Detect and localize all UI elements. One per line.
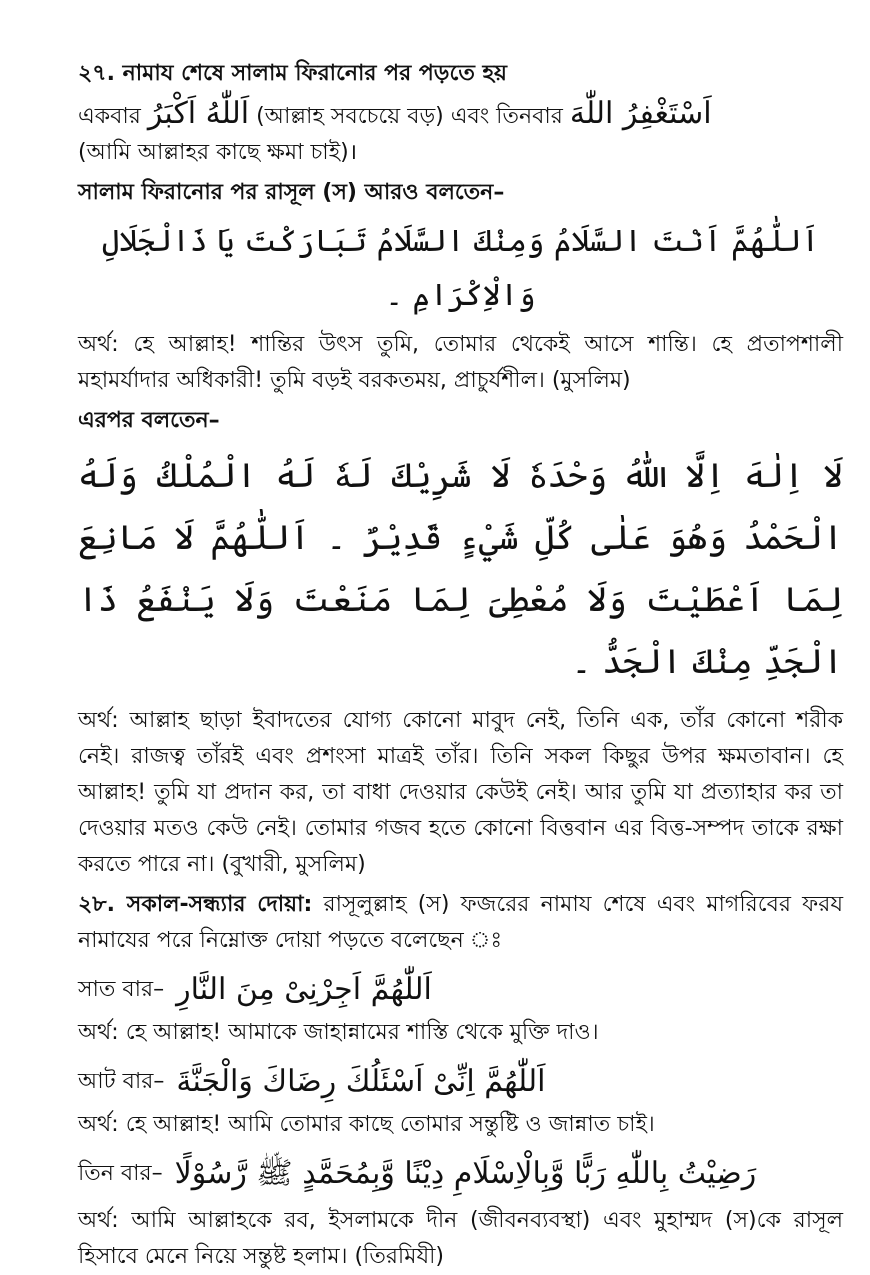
dua-2-arabic: لَا اِلٰهَ اِلَّا اللّٰهُ وَحْدَهٗ لَا شَرِيْكَ لَهٗ لَهُ الْمُلْكُ وَلَهُ الْحَمْدُ وَهُوَ عَلٰى كُلِّ شَيْءٍ قَدِيْرٌ ۔ اَللّٰهُمَّ لَا مَانِعَ لِمَا اَعْطَيْتَ وَلَا مُعْطِىَ لِمَا مَنَعْتَ وَلَا يَنْفَعُ ذَا الْجَدِّ مِنْكَ الْجَدُّ ۔ [78,456,843,682]
dua-eight-times-meaning: অর্থ: হে আল্লাহ! আমি তোমার কাছে তোমার সন্তুষ্টি ও জান্নাত চাই। [78,1112,655,1137]
section-27-heading: ২৭. নামায শেষে সালাম ফিরানোর পর পড়তে হয় [78,61,508,86]
dua-seven-times-arabic: اَللّٰهُمَّ اَجِرْنِىْ مِنَ النَّارِ [176,972,432,1007]
dua-three-times-meaning: অর্থ: আমি আল্লাহকে রব, ইসলামকে দীন (জীবনব্যবস্থা) এবং মুহাম্মদ (স)কে রাসূল হিসাবে মেনে নিয়ে সন্তুষ্ট হলাম। (তিরমিযী) [78,1208,843,1269]
dua-seven-times-row [78,965,843,1015]
after-salam-heading: সালাম ফিরানোর পর রাসূল (স) আরও বলতেন– [78,180,505,205]
dua-1-meaning: অর্থ: হে আল্লাহ! শান্তির উৎস তুমি, তোমার থেকেই আসে শান্তি। হে প্রতাপশালী মহামর্যাদার অধিকারী! তুমি বড়ই বরকতময়, প্রাচুর্যশীল। (মুসলিম) [78,332,843,393]
dua-eight-times-arabic: اَللّٰهُمَّ اِنِّىْ اَسْئَلُكَ رِضَاكَ وَالْجَنَّةَ [176,1064,546,1099]
dua-three-times-row [78,1149,843,1199]
count-label: তিন বার– [78,1161,163,1186]
dua-seven-times-meaning: অর্থ: হে আল্লাহ! আমাকে জাহান্নামের শাস্তি থেকে মুক্তি দাও। [78,1020,599,1045]
section-28-intro [78,887,843,959]
then-heading: এরপর বলতেন– [78,408,220,433]
dua-three-times-arabic: رَضِيْتُ بِاللّٰهِ رَبًّا وَّبِالْاِسْلَامِ دِيْنًا وَّبِمُحَمَّدٍ ﷺ رَّسُوْلًا [174,1156,757,1191]
takbir-arabic: اَللّٰهُ اَكْبَرُ [147,96,250,131]
istighfar-arabic: اَسْتَغْفِرُ اللّٰهَ [569,96,712,131]
dua-1-arabic: اَللّٰهُمَّ اَنْتَ السَّلَامُ وَمِنْكَ السَّلَامُ تَبَارَكْتَ يَا ذَالْجَلَالِ وَالْاِكْرَامِ ۔ [101,224,820,313]
dua-2-meaning: অর্থ: আল্লাহ ছাড়া ইবাদতের যোগ্য কোনো মাবুদ নেই, তিনি এক, তাঁর কোনো শরীক নেই। রাজত্ব তাঁরই এবং প্রশংসা মাত্রই তাঁর। তিনি সকল কিছুর উপর ক্ষমতাবান। হে আল্লাহ! তুমি যা প্রদান কর, তা বাধা দেওয়ার কেউই নেই। আর তুমি যা প্রত্যাহার কর তা দেওয়ার মতও কেউ নেই। তোমার গজব হতে কোনো বিত্তবান এর বিত্ত-সম্পদ তাকে রক্ষা করতে পারে না। (বুখারী, মুসলিম) [78,708,843,877]
section-27-takbir-line [78,96,843,171]
section-28-heading: ২৮. সকাল-সন্ধ্যার দোয়া: [78,892,313,917]
section-28-intro-text: রাসূলুল্লাহ (স) ফজরের নামায শেষে এবং মাগরিবের ফরয নামাযের পরে নিম্নোক্ত দোয়া পড়তে বলেছেন ঃ [78,892,843,953]
takbir-prefix: একবার [78,104,141,129]
count-label: আট বার– [78,1069,165,1094]
istighfar-meaning: (আমি আল্লাহর কাছে ক্ষমা চাই)। [78,140,358,165]
document-page [78,52,843,1275]
count-label: সাত বার– [78,977,165,1002]
dua-eight-times-row [78,1057,843,1107]
takbir-middle: (আল্লাহ সবচেয়ে বড়) এবং তিনবার [256,104,563,129]
